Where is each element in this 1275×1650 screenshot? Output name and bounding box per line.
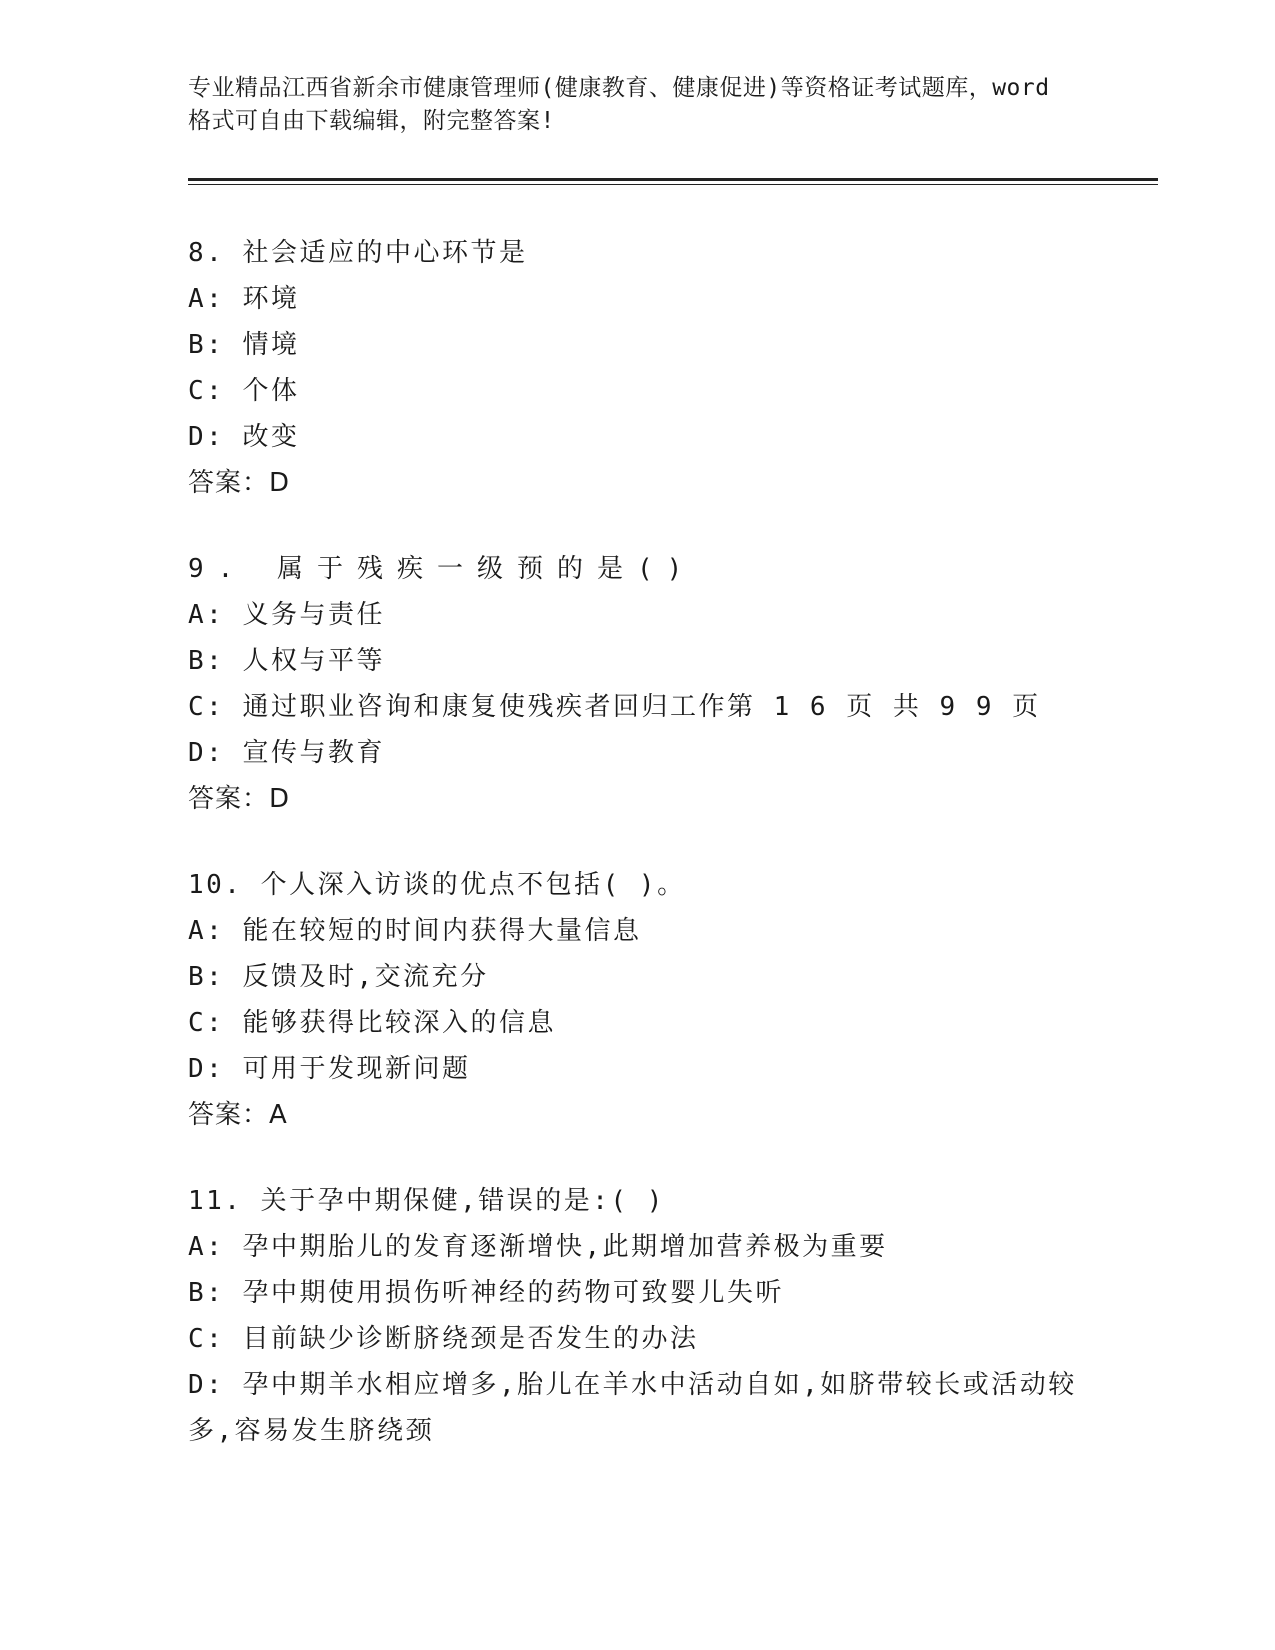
header-line-1: 专业精品江西省新余市健康管理师(健康教育、健康促进)等资格证考试题库，word bbox=[188, 75, 1050, 101]
option-d: D: 可用于发现新问题 bbox=[188, 1054, 471, 1084]
option-a: A: 义务与责任 bbox=[188, 600, 385, 630]
header-line-2: 格式可自由下载编辑，附完整答案! bbox=[188, 108, 555, 134]
option-b: B: 孕中期使用损伤听神经的药物可致婴儿失听 bbox=[188, 1278, 784, 1308]
answer: 答案：D bbox=[188, 468, 291, 498]
document-header bbox=[188, 72, 1088, 138]
option-d: D: 宣传与教育 bbox=[188, 738, 385, 768]
option-a: A: 能在较短的时间内获得大量信息 bbox=[188, 916, 642, 946]
option-c: C: 个体 bbox=[188, 376, 300, 406]
option-a: A: 孕中期胎儿的发育逐渐增快,此期增加营养极为重要 bbox=[188, 1232, 888, 1262]
question-9 bbox=[188, 546, 1188, 822]
header-divider-thin bbox=[188, 184, 1158, 185]
question-11 bbox=[188, 1178, 1188, 1454]
option-c: C: 目前缺少诊断脐绕颈是否发生的办法 bbox=[188, 1324, 699, 1354]
option-b: B: 反馈及时,交流充分 bbox=[188, 962, 489, 992]
question-stem: 10. 个人深入访谈的优点不包括( )。 bbox=[188, 870, 686, 900]
answer: 答案：A bbox=[188, 1100, 288, 1130]
option-b: B: 人权与平等 bbox=[188, 646, 385, 676]
question-stem: 8. 社会适应的中心环节是 bbox=[188, 238, 528, 268]
option-c: C: 通过职业咨询和康复使残疾者回归工作第 1 6 页 共 9 9 页 bbox=[188, 692, 1041, 722]
question-stem: 9. 属于残疾一级预的是() bbox=[188, 554, 697, 584]
option-d: D: 孕中期羊水相应增多,胎儿在羊水中活动自如,如脐带较长或活动较 bbox=[188, 1370, 1077, 1400]
option-b: B: 情境 bbox=[188, 330, 300, 360]
question-stem: 11. 关于孕中期保健,错误的是:( ) bbox=[188, 1186, 665, 1216]
header-divider bbox=[188, 178, 1158, 181]
option-d: D: 改变 bbox=[188, 422, 300, 452]
question-10 bbox=[188, 862, 1188, 1138]
option-a: A: 环境 bbox=[188, 284, 300, 314]
option-d-continued: 多,容易发生脐绕颈 bbox=[188, 1416, 435, 1446]
question-8 bbox=[188, 230, 1188, 506]
answer: 答案：D bbox=[188, 784, 291, 814]
option-c: C: 能够获得比较深入的信息 bbox=[188, 1008, 556, 1038]
